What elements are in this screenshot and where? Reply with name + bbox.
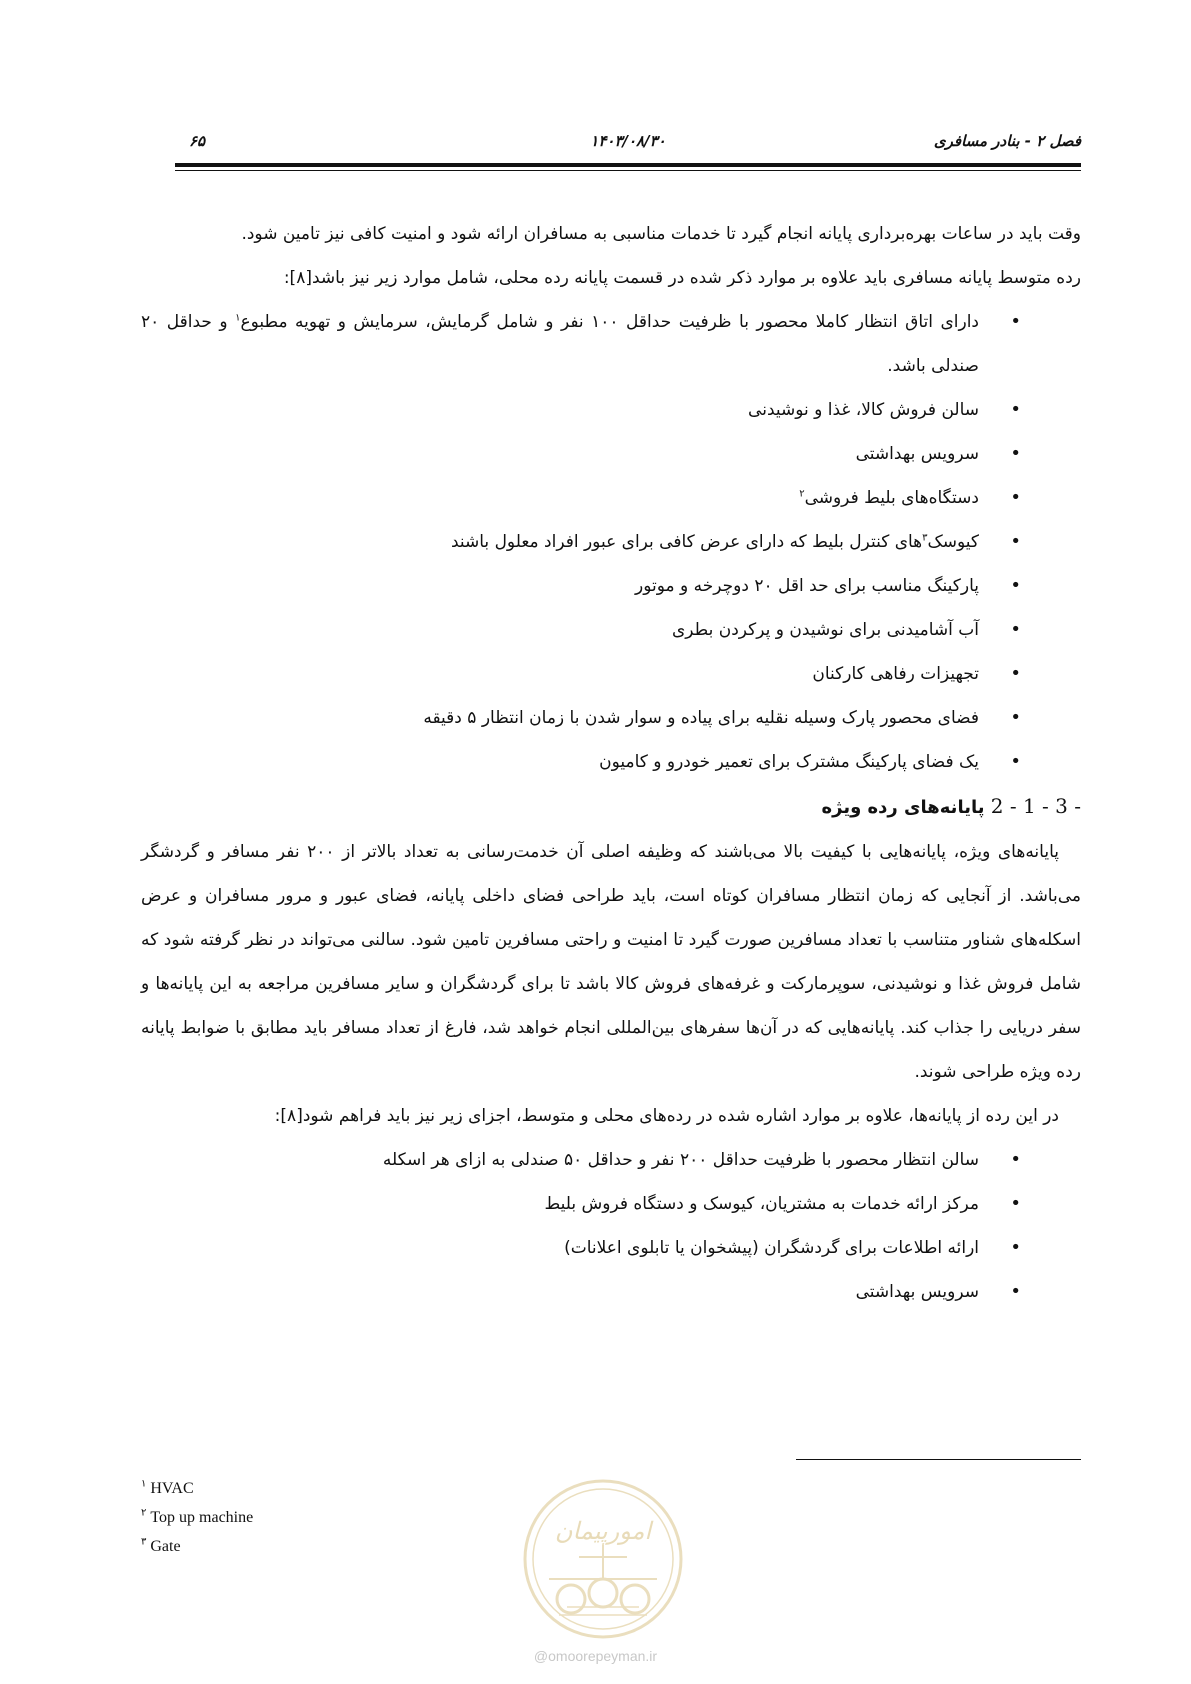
section-number: 2 - 1 - 3 - (990, 794, 1081, 818)
list-item: فضای محصور پارک وسیله نقلیه برای پیاده و سوار شدن با زمان انتظار ۵ دقیقه (423, 708, 979, 728)
body-paragraph-2: در این رده از پایانه‌ها، علاوه بر موارد اشاره شده در رده‌های محلی و متوسط، اجزای زیر نیز باید فراهم شود[۸]: (274, 1106, 1059, 1126)
list-item: آب آشامیدنی برای نوشیدن و پرکردن بطری (671, 620, 979, 640)
footnote-ref: ۲ (799, 488, 805, 500)
body-content (141, 212, 1081, 1314)
list-item: سالن فروش کالا، غذا و نوشیدنی (748, 400, 979, 420)
list-item: ارائه اطلاعات برای گردشگران (پیشخوان یا تابلوی اعلانات) (564, 1238, 979, 1258)
logo-text: امورپیمان (554, 1517, 652, 1545)
list-item: سالن انتظار محصور با ظرفیت حداقل ۲۰۰ نفر و حداقل ۵۰ صندلی به ازای هر اسکله (382, 1150, 979, 1170)
header-date: ۱۴۰۳/۰۸/۳۰ (590, 132, 666, 150)
list-item: کیوسک$^۳$های کنترل بلیط که دارای عرض کافی برای عبور افراد معلول باشند (450, 532, 979, 552)
list-item: دارای اتاق انتظار کاملا محصور با ظرفیت حداقل ۱۰۰ نفر و شامل گرمایش، سرمایش و تهویه مطبوع$^۱$ و حداقل ۲۰ صندلی باشد. (141, 312, 979, 376)
intro-line-2: رده متوسط پایانه مسافری باید علاوه بر موارد ذکر شده در قسمت پایانه رده محلی، شامل موارد زیر نیز باشد[۸]: (283, 268, 1081, 288)
watermark-handle: @omoorepeyman.ir (533, 1648, 658, 1664)
list-item: سرویس بهداشتی (855, 1282, 979, 1302)
header-rule-thin (175, 170, 1081, 171)
chapter-title: فصل ۲ - بنادر مسافری (933, 132, 1081, 150)
footnote-ref: ۳ (922, 532, 928, 544)
list-item: تجهیزات رفاهی کارکنان (812, 664, 979, 684)
footnote-separator (796, 1459, 1081, 1460)
intro-line-1: وقت باید در ساعات بهره‌برداری پایانه انجام گیرد تا خدمات مناسبی به مسافران ارائه شود و امنیت کافی نیز تامین شود. (241, 224, 1081, 244)
section-heading (141, 784, 1081, 830)
footnote: $^۲$ Top up machine (141, 1507, 254, 1526)
list-item: سرویس بهداشتی (855, 444, 979, 464)
page-header (175, 128, 1081, 156)
page-number: ۶۵ (189, 132, 206, 150)
header-rule-thick (175, 163, 1081, 167)
list-item: دستگاه‌های بلیط فروشی$^۲$ (799, 488, 979, 508)
footnote: $^۱$ HVAC (141, 1478, 194, 1497)
list-item: پارکینگ مناسب برای حد اقل ۲۰ دوچرخه و موتور (635, 576, 979, 596)
footnote: $^۳$ Gate (141, 1536, 181, 1555)
publisher-logo-icon (519, 1475, 687, 1643)
footnote-ref: ۱ (235, 312, 241, 324)
footnotes (141, 1474, 253, 1561)
requirements-list-special (141, 1138, 1081, 1314)
list-item: مرکز ارائه خدمات به مشتریان، کیوسک و دستگاه فروش بلیط (544, 1194, 979, 1214)
requirements-list-medium (141, 300, 1081, 784)
section-title: پایانه‌های رده ویژه (821, 797, 985, 818)
list-item: یک فضای پارکینگ مشترک برای تعمیر خودرو و کامیون (599, 752, 979, 772)
body-paragraph: پایانه‌های ویژه، پایانه‌هایی با کیفیت بالا می‌باشند که وظیفه اصلی آن خدمت‌رسانی به تعداد بالاتر از ۲۰۰ نفر مسافر و گردشگر می‌باشد. از آنجایی که زمان انتظار مسافران کوتاه است، باید طراحی فضای داخلی پایانه، فضای عبور و مرور مسافران و عرض اسکله‌های شناور متناسب با تعداد مسافرین صورت گیرد تا امنیت و راحتی مسافرین تامین شود. سالنی می‌تواند در نظر گرفته شود که شامل فروش غذا و نوشیدنی، سوپرمارکت و غرفه‌های فروش کالا باشد تا برای گردشگران و سایر مسافرین مراجعه به این پایانه‌ها و سفر دریایی را جذاب کند. پایانه‌هایی که در آن‌ها سفرهای بین‌المللی انجام خواهد شد، فارغ از تعداد مسافر باید مطابق با ضوابط پایانه رده ویژه طراحی شوند. (141, 842, 1081, 1082)
